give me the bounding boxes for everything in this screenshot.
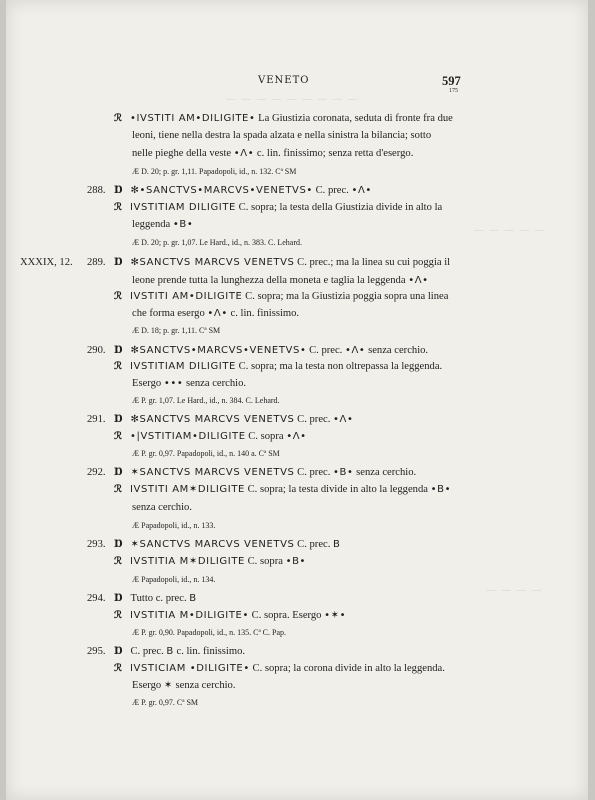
description-text: C. prec. [130, 646, 167, 657]
obverse-symbol: Ɒ [114, 539, 123, 550]
reverse-symbol: ℛ [114, 202, 122, 213]
page-number: 597 [442, 74, 461, 88]
entry-line [114, 256, 450, 269]
entry-number: 288. [87, 185, 106, 196]
entry-meta-line [132, 626, 286, 639]
coin-legend: ✻SANCTVS•MARCVS•VENETVS• [130, 345, 307, 356]
entry-meta-line [132, 394, 280, 407]
field-mark: B [166, 646, 174, 657]
coin-legend: ✻SANCTVS MARCVS VENETVS [130, 257, 295, 268]
entry-meta-line [132, 447, 280, 460]
description-text: C. prec. [294, 467, 334, 478]
entry-line [114, 112, 453, 125]
description-text: c. lin. finissimo. [227, 308, 300, 319]
entry-line [114, 201, 442, 214]
description-text: C. sopra [245, 431, 287, 442]
description-text: leggenda [132, 219, 173, 230]
description-text: C. prec. [306, 345, 345, 356]
entry-line [114, 466, 416, 479]
entry-line [132, 377, 246, 390]
entry-line [132, 274, 429, 287]
entry-line [114, 430, 307, 443]
entry-number: 292. [87, 467, 106, 478]
entry-meta-line [132, 573, 215, 586]
reverse-symbol: ℛ [114, 361, 122, 372]
entry-line [114, 609, 346, 622]
description-text: senza cerchio. [353, 467, 417, 478]
entry-line [114, 592, 197, 605]
obverse-symbol: Ɒ [114, 414, 123, 425]
entry-line [114, 662, 445, 675]
description-text: La Giustizia coronata, seduta di fronte fra due [255, 113, 453, 124]
entry-line [114, 645, 245, 658]
entry-number: 295. [87, 646, 106, 657]
obverse-symbol: Ɒ [114, 185, 123, 196]
coin-legend: •IVSTITI AM•DILIGITE• [129, 113, 256, 124]
coin-legend: ✶SANCTVS MARCVS VENETVS [130, 467, 295, 478]
description-text: C. sopra; la testa della Giustizia divide in alto la [235, 202, 443, 213]
entry-meta-line [132, 324, 220, 337]
description-text: C. sopra; ma la Giustizia poggia sopra una linea [242, 291, 449, 302]
obverse-symbol: Ɒ [114, 467, 123, 478]
coin-legend: IVSTICIAM •DILIGITE• [129, 663, 250, 674]
metal-weight-collection: Æ P. gr. 1,07. Le Hard., id., n. 384. C. Lehard. [132, 396, 280, 405]
metal-weight-collection: Æ P. gr. 0,97. Cª SM [132, 698, 199, 707]
description-text: leone prende tutta la lunghezza della moneta e taglia la leggenda [132, 275, 409, 286]
description-text: che forma esergo [132, 308, 208, 319]
coin-legend: IVSTITIA M✶DILIGITE [129, 556, 245, 567]
metal-weight-collection: Æ Papadopoli, id., n. 133. [132, 521, 216, 530]
description-text: nelle pieghe della veste [132, 148, 234, 159]
metal-weight-collection: Æ D. 20; p. gr. 1,07. Le Hard., id., n. 383. C. Lehard. [132, 238, 302, 247]
field-mark: •Λ• [344, 345, 366, 356]
metal-weight-collection: Æ Papadopoli, id., n. 134. [132, 575, 216, 584]
description-text: leoni, tiene nella destra la spada alzata e nella sinistra la bilancia; sotto [132, 130, 432, 141]
coin-legend: IVSTITI AM✶DILIGITE [129, 484, 245, 495]
entry-line [132, 218, 193, 231]
metal-weight-collection: Æ D. 18; p. gr. 1,11. Cª SM [132, 326, 221, 335]
field-mark: ••• [163, 378, 184, 389]
field-mark: •Λ• [408, 275, 429, 286]
entry-number: 293. [87, 539, 106, 550]
field-mark: •Λ• [286, 431, 307, 442]
field-mark: ✶ [163, 680, 173, 691]
description-text: C. sopra [244, 556, 286, 567]
entry-line [132, 679, 236, 692]
description-text: C. prec. [294, 414, 334, 425]
description-text: C. sopra; la corona divide in alto la leggenda. [249, 663, 445, 674]
entry-meta-line [132, 696, 198, 709]
entry-number: 290. [87, 345, 106, 356]
metal-weight-collection: Æ P. gr. 0,97. Papadopoli, id., n. 140 a. Cª SM [132, 449, 280, 458]
coin-legend: ✻SANCTVS MARCVS VENETVS [130, 414, 295, 425]
description-text: Tutto c. prec. [130, 593, 190, 604]
reverse-symbol: ℛ [114, 663, 122, 674]
bleed-through-texture: — — — — — — — — — [226, 94, 359, 105]
field-mark: B [333, 539, 341, 550]
reverse-symbol: ℛ [114, 556, 122, 567]
description-text: senza cerchio. [365, 345, 429, 356]
entry-line [132, 307, 299, 320]
obverse-symbol: Ɒ [114, 345, 123, 356]
entry-line [114, 483, 451, 496]
entry-line [132, 147, 413, 160]
description-text: senza cerchio. [183, 378, 247, 389]
description-text: C. sopra; ma la testa non oltrepassa la leggenda. [235, 361, 443, 372]
coin-legend: •|VSTITIAM•DILIGITE [129, 431, 246, 442]
entry-number: 291. [87, 414, 106, 425]
entry-meta-line [132, 236, 302, 249]
reverse-symbol: ℛ [114, 610, 122, 621]
obverse-symbol: Ɒ [114, 257, 123, 268]
field-mark: •B• [430, 484, 452, 495]
field-mark: •B• [285, 556, 307, 567]
field-mark: •Λ• [233, 148, 255, 159]
bleed-through-texture: — — — — — [474, 225, 546, 236]
page-signature-mark: 175 [449, 88, 458, 94]
description-text: senza cerchio. [172, 680, 236, 691]
entry-line [114, 184, 372, 197]
book-page [6, 0, 588, 800]
description-text: C. sopra; la testa divide in alto la leggenda [244, 484, 431, 495]
description-text: Esergo [132, 378, 164, 389]
coin-legend: ✻•SANCTVS•MARCVS•VENETVS• [130, 185, 313, 196]
reverse-symbol: ℛ [114, 291, 122, 302]
obverse-symbol: Ɒ [114, 593, 123, 604]
metal-weight-collection: Æ D. 20; p. gr. 1,11. Papadopoli, id., n. 132. Cª SM [132, 167, 297, 176]
description-text: C. sopra. Esergo [248, 610, 325, 621]
reverse-symbol: ℛ [114, 484, 122, 495]
description-text: C. prec.; ma la linea su cui poggia il [294, 257, 451, 268]
description-text: C. prec. [312, 185, 352, 196]
entry-meta-line [132, 519, 215, 532]
entry-line [114, 555, 306, 568]
reverse-symbol: ℛ [114, 113, 122, 124]
field-mark: B [189, 593, 197, 604]
description-text: c. lin. finissimo. [173, 646, 246, 657]
field-mark: •B• [333, 467, 354, 478]
entry-line [132, 129, 431, 142]
field-mark: •Λ• [333, 414, 354, 425]
coin-legend: IVSTITIA M•DILIGITE• [129, 610, 249, 621]
coin-legend: IVSTITI AM•DILIGITE [129, 291, 243, 302]
entry-line [132, 501, 192, 514]
description-text: c. lin. finissimo; senza retta d'esergo. [254, 148, 414, 159]
coin-legend: IVSTITIAM DILIGITE [129, 202, 236, 213]
coin-legend: ✶SANCTVS MARCVS VENETVS [130, 539, 295, 550]
field-mark: •Λ• [207, 308, 228, 319]
description-text: senza cerchio. [132, 502, 192, 513]
running-header: VENETO [258, 75, 310, 86]
description-text: C. prec. [294, 539, 334, 550]
reverse-symbol: ℛ [114, 431, 122, 442]
entry-meta-line [132, 165, 296, 178]
plate-reference: XXXIX, 12. [20, 257, 73, 268]
description-text: Esergo [132, 680, 164, 691]
entry-line [114, 290, 448, 303]
metal-weight-collection: Æ P. gr. 0,90. Papadopoli, id., n. 135. Cª C. Pap. [132, 628, 286, 637]
field-mark: •B• [172, 219, 194, 230]
bleed-through-texture: — — — — [486, 585, 543, 596]
entry-line [114, 413, 354, 426]
entry-number: 294. [87, 593, 106, 604]
field-mark: •✶• [324, 610, 347, 621]
entry-line [114, 538, 341, 551]
coin-legend: IVSTITIAM DILIGITE [129, 361, 236, 372]
field-mark: •Λ• [351, 185, 372, 196]
entry-line [114, 360, 442, 373]
entry-number: 289. [87, 257, 106, 268]
entry-line [114, 344, 428, 357]
obverse-symbol: Ɒ [114, 646, 123, 657]
